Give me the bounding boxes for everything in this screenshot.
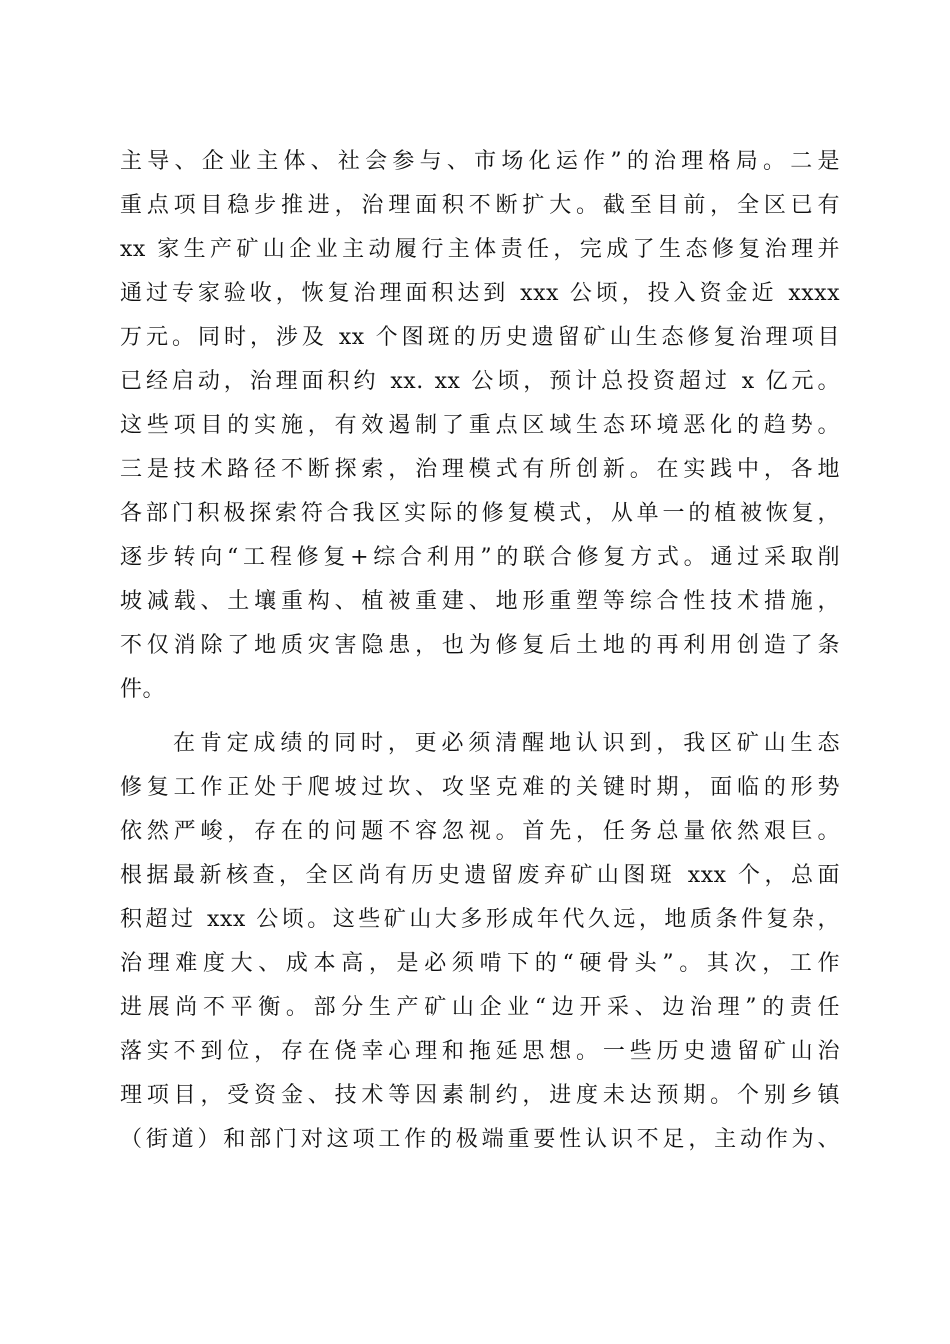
paragraph-1-line-4: 通过专家验收，恢复治理面积达到 xxx 公顷，投入资金近 xxxx (120, 281, 840, 306)
paragraph-1-line-13: 件。 (120, 677, 166, 702)
paragraph-2-line-5: 积超过 xxx 公顷。这些矿山大多形成年代久远，地质条件复杂， (120, 907, 840, 932)
paragraph-2-line-4: 根据最新核查，全区尚有历史遗留废弃矿山图斑 xxx 个，总面 (120, 863, 840, 888)
paragraph-1-line-3: xx 家生产矿山企业主动履行主体责任，完成了生态修复治理并 (120, 237, 840, 262)
paragraph-2-line-10: （街道）和部门对这项工作的极端重要性认识不足，主动作为、 (120, 1127, 840, 1152)
paragraph-1-line-1: 主导、企业主体、社会参与、市场化运作”的治理格局。二是 (120, 149, 840, 174)
paragraph-1-line-9: 各部门积极探索符合我区实际的修复模式，从单一的植被恢复， (120, 501, 840, 526)
paragraph-1-line-10: 逐步转向“工程修复+综合利用”的联合修复方式。通过采取削 (120, 545, 840, 570)
paragraph-1-line-8: 三是技术路径不断探索，治理模式有所创新。在实践中，各地 (120, 457, 840, 482)
paragraph-2-line-3: 依然严峻，存在的问题不容忽视。首先，任务总量依然艰巨。 (120, 819, 840, 844)
paragraph-1-line-11: 坡减载、土壤重构、植被重建、地形重塑等综合性技术措施， (120, 589, 840, 614)
paragraph-2-line-8: 落实不到位，存在侥幸心理和拖延思想。一些历史遗留矿山治 (120, 1039, 840, 1064)
paragraph-2-line-2: 修复工作正处于爬坡过坎、攻坚克难的关键时期，面临的形势 (120, 775, 840, 800)
paragraph-1-line-5: 万元。同时，涉及 xx 个图斑的历史遗留矿山生态修复治理项目 (120, 325, 840, 350)
paragraph-1-line-6: 已经启动，治理面积约 xx. xx 公顷，预计总投资超过 x 亿元。 (120, 369, 840, 394)
paragraph-1-line-12: 不仅消除了地质灾害隐患，也为修复后土地的再利用创造了条 (120, 633, 840, 658)
paragraph-2-line-6: 治理难度大、成本高，是必须啃下的“硬骨头”。其次，工作 (120, 951, 840, 976)
paragraph-1-line-7: 这些项目的实施，有效遏制了重点区域生态环境恶化的趋势。 (120, 413, 840, 438)
paragraph-1-line-2: 重点项目稳步推进，治理面积不断扩大。截至目前，全区已有 (120, 193, 840, 218)
paragraph-2-line-1: 在肯定成绩的同时，更必须清醒地认识到，我区矿山生态 (173, 731, 840, 756)
paragraph-2-line-9: 理项目，受资金、技术等因素制约，进度未达预期。个别乡镇 (120, 1083, 840, 1108)
paragraph-2-line-7: 进展尚不平衡。部分生产矿山企业“边开采、边治理”的责任 (120, 995, 840, 1020)
